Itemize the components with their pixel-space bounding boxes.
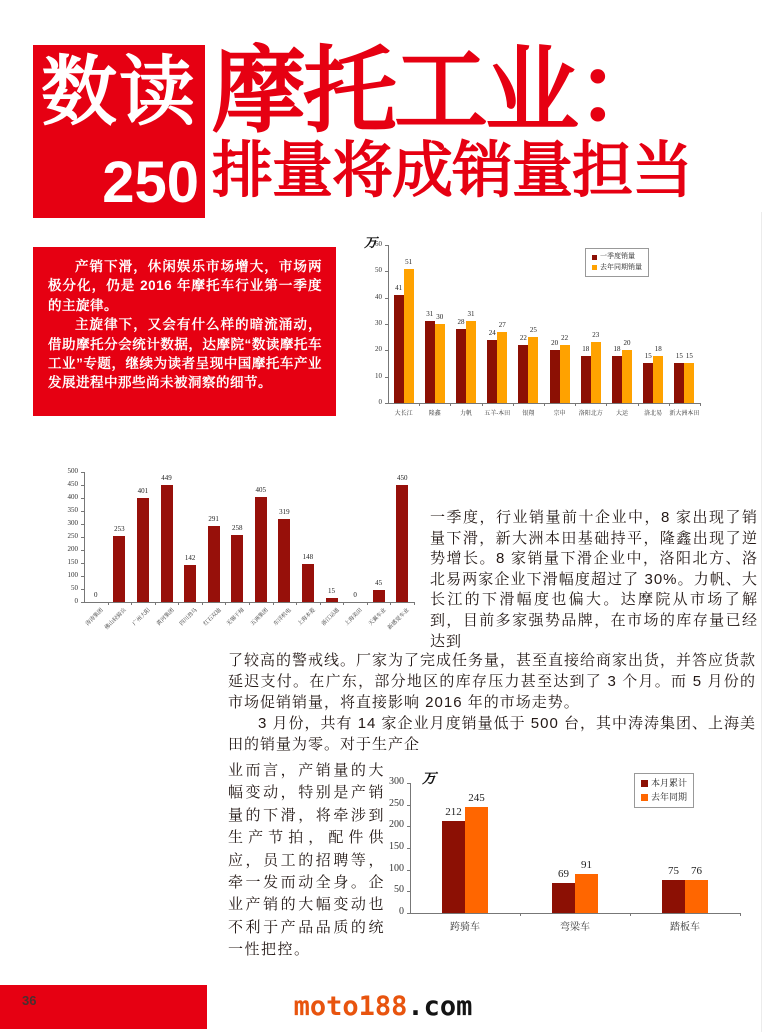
legend-swatch	[592, 255, 597, 260]
bar	[435, 324, 445, 403]
body-paragraph: 了较高的警戒线。厂家为了完成任务量，甚至直接给商家出货，并答应货款延迟支付。在广东，部分地区的库存压力甚至达到了 3 个月。而 5 月份的市场促销销量，将直接影响 2016 年的市场走势。	[228, 652, 757, 711]
bar-value-label: 45	[375, 579, 383, 587]
x-tick	[155, 602, 156, 605]
bar-value-label: 245	[468, 792, 485, 804]
y-axis-label: 150	[389, 841, 404, 852]
y-axis-label: 100	[389, 862, 404, 874]
x-axis-label: 洛北易	[644, 411, 663, 417]
bar	[684, 363, 694, 403]
x-axis-label: 涛涛集团	[84, 607, 105, 628]
bar	[662, 880, 685, 913]
x-tick	[520, 913, 521, 916]
x-tick	[630, 913, 631, 916]
bar	[550, 350, 560, 403]
x-tick	[273, 602, 274, 605]
page-title-line2: 排量将成销量担当	[212, 136, 693, 204]
bar	[643, 363, 653, 403]
y-axis-label: 50	[394, 884, 404, 896]
unit-label: 万	[422, 772, 436, 787]
vehicle-type-sales-chart	[382, 758, 762, 986]
bar-value-label: 27	[498, 321, 506, 329]
legend-label: 去年同期	[651, 791, 688, 802]
bar	[487, 340, 497, 403]
bar-value-label: 91	[581, 859, 592, 871]
x-axis-label: 天翼车业	[367, 607, 388, 628]
legend	[585, 248, 649, 277]
y-tick	[385, 271, 388, 272]
bar-value-label: 31	[426, 310, 434, 318]
x-axis-label: 五羊-本田	[484, 411, 511, 417]
bar-value-label: 291	[208, 515, 219, 523]
y-axis-label: 30	[375, 319, 382, 328]
legend-item	[641, 777, 687, 791]
bar	[465, 807, 488, 913]
x-tick	[606, 403, 607, 406]
bar	[184, 565, 196, 602]
y-axis-label: 0	[74, 597, 78, 606]
unit-label: 万	[364, 235, 378, 250]
y-axis-label: 0	[378, 398, 382, 407]
y-tick	[407, 891, 410, 892]
bar	[575, 874, 598, 913]
x-tick	[740, 913, 741, 916]
x-axis-label: 无锡干翔	[226, 607, 246, 628]
bar-value-label: 319	[279, 508, 290, 516]
y-tick	[407, 848, 410, 849]
x-axis-label: 新感觉车业	[387, 607, 411, 632]
bar-value-label: 449	[161, 474, 172, 482]
x-tick	[225, 602, 226, 605]
x-axis-label: 广州大阳	[131, 607, 152, 628]
bar-value-label: 18	[654, 345, 662, 353]
bar-value-label: 20	[623, 339, 631, 347]
bar-value-label: 450	[396, 474, 408, 482]
y-axis-label: 450	[67, 480, 78, 489]
y-tick	[385, 298, 388, 299]
legend-item	[592, 263, 642, 274]
x-tick	[296, 602, 297, 605]
y-tick	[407, 870, 410, 871]
y-axis-label: 250	[389, 797, 404, 809]
website-url-tld: .com	[407, 991, 473, 1022]
y-axis-label: 300	[67, 519, 78, 528]
x-axis-label: 红石双迪	[202, 607, 223, 628]
bar-value-label: 212	[445, 806, 462, 818]
y-tick	[407, 805, 410, 806]
x-axis-label: 银翔	[522, 411, 535, 417]
x-tick	[414, 602, 415, 605]
y-axis-label: 50	[71, 584, 78, 593]
bar	[302, 564, 314, 602]
x-axis-label: 大运	[615, 411, 628, 417]
legend-swatch	[641, 794, 648, 801]
x-tick	[320, 602, 321, 605]
y-axis-label: 300	[389, 776, 404, 787]
intro-paragraph: 产销下滑，休闲娱乐市场增大，市场两极分化，仍是 2016 年摩托车行业第一季度的主旋律。	[48, 259, 322, 313]
bar-value-label: 24	[488, 329, 496, 337]
page-edge-line	[761, 212, 762, 1032]
bar-value-label: 31	[467, 310, 475, 318]
title-red-badge	[33, 45, 205, 218]
bar-value-label: 142	[184, 554, 196, 562]
legend-label: 本月累计	[651, 778, 688, 788]
y-tick	[407, 826, 410, 827]
legend-item	[641, 791, 687, 805]
y-tick	[81, 602, 84, 603]
y-tick	[385, 324, 388, 325]
y-axis-label: 200	[389, 819, 404, 831]
x-axis-label: 上海美田	[343, 607, 364, 628]
x-axis-label: 东洋机电	[273, 607, 294, 628]
bar-value-label: 401	[137, 487, 149, 495]
legend-item	[592, 252, 642, 263]
y-axis-label: 10	[375, 371, 382, 380]
bar-value-label: 30	[436, 313, 444, 321]
y-tick	[81, 537, 84, 538]
y-tick	[81, 550, 84, 551]
bar-value-label: 15	[644, 352, 652, 360]
bar-value-label: 18	[582, 345, 590, 353]
bar	[685, 880, 708, 913]
bar-value-label: 15	[685, 352, 693, 360]
body-text-left-column: 业而言，产销量的大幅变动，特别是产销量的下滑，将牵涉到生产节拍，配件供应，员工的招聘等，牵一发而动全身。企业产销的大幅变动也不利于产品品质的统一性把控。	[228, 762, 385, 959]
bar-value-label: 22	[561, 334, 569, 342]
bar-value-label: 405	[255, 486, 267, 494]
bar	[528, 337, 538, 403]
y-axis-label: 350	[67, 506, 78, 515]
bar	[137, 498, 149, 602]
y-tick	[81, 485, 84, 486]
x-tick	[108, 602, 109, 605]
y-tick	[81, 511, 84, 512]
intro-paragraph: 主旋律下，又会有什么样的暗流涌动，借助摩托分会统计数据，达摩院“数读摩托车工业”专题，继续为读者呈现中国摩托车产业发展进程中那些尚未被洞察的细节。	[48, 317, 322, 391]
bar-value-label: 253	[114, 525, 125, 533]
bar	[278, 519, 290, 602]
bar-value-label: 20	[551, 339, 559, 347]
legend	[634, 773, 694, 808]
legend-label: 去年同期销量	[600, 263, 642, 271]
x-tick	[178, 602, 179, 605]
bar	[255, 497, 267, 602]
bar	[552, 883, 575, 913]
bar-value-label: 51	[405, 258, 413, 266]
y-axis-label: 60	[375, 240, 382, 249]
page-title-line1: 摩托工业：	[212, 38, 668, 143]
body-paragraph: 3 月份，共有 14 家企业月度销量低于 500 台，其中涛涛集团、上海美田的销量为零。对于生产企	[228, 715, 756, 753]
legend-swatch	[641, 780, 648, 787]
y-axis-label: 50	[375, 266, 382, 275]
bar	[456, 329, 466, 403]
bar	[518, 345, 528, 403]
body-text-full-width	[228, 650, 756, 755]
y-tick	[385, 403, 388, 404]
x-tick	[131, 602, 132, 605]
page-title-badge-top: 数读	[41, 50, 197, 135]
bar	[425, 321, 435, 403]
bar-value-label: 15	[328, 587, 335, 595]
x-axis-label: 黄河集团	[155, 607, 176, 628]
x-tick	[575, 403, 576, 406]
bar	[497, 332, 507, 403]
bar	[442, 821, 465, 913]
bar-value-label: 22	[519, 334, 527, 342]
x-axis-label: 力帆	[459, 411, 472, 417]
bar	[404, 269, 414, 403]
body-text-right-column: 一季度，行业销量前十企业中，8 家出现了销量下滑，新大洲本田基础持平，隆鑫出现了逆势增长。8 家销量下滑企业中，洛阳北方、洛北易两家企业下滑幅度超过了 30%。力帆、大长江的下滑幅度也偏大。达摩院从市场了解到，目前多家强势品牌，在市场的库存量已经达到	[430, 509, 758, 650]
y-axis-label: 0	[399, 906, 404, 917]
x-tick	[700, 403, 701, 406]
intro-sidebar	[33, 247, 336, 416]
legend-swatch	[592, 265, 597, 270]
y-tick	[81, 563, 84, 564]
x-tick	[202, 602, 203, 605]
y-axis-label: 20	[375, 345, 382, 354]
x-axis-label: 弯梁车	[560, 922, 590, 933]
bar-value-label: 25	[529, 326, 537, 334]
y-axis-label: 40	[375, 292, 382, 301]
bar-value-label: 0	[94, 591, 98, 599]
y-tick	[407, 913, 410, 914]
page-title-badge-bottom: 250	[102, 150, 199, 215]
x-axis-label: 跨骑车	[450, 922, 480, 933]
x-axis-label: 大长江	[394, 411, 413, 417]
bar	[581, 356, 591, 403]
bar-value-label: 28	[457, 318, 465, 326]
bar	[591, 342, 601, 403]
bar	[373, 590, 385, 602]
x-axis-label: 四川劲马	[178, 607, 199, 628]
bar	[231, 535, 243, 602]
y-tick	[385, 377, 388, 378]
bar	[113, 536, 125, 602]
x-tick	[390, 602, 391, 605]
y-axis-label: 500	[67, 467, 78, 476]
y-tick	[81, 472, 84, 473]
bar	[466, 321, 476, 403]
y-axis-label: 250	[67, 532, 78, 541]
bar-value-label: 0	[353, 591, 357, 599]
x-axis-label: 新大洲本田	[669, 411, 700, 417]
y-axis-label: 100	[67, 571, 78, 580]
x-tick	[343, 602, 344, 605]
bar	[161, 485, 173, 602]
y-tick	[385, 245, 388, 246]
website-url-name: moto188	[293, 991, 408, 1022]
x-tick	[544, 403, 545, 406]
y-tick	[81, 498, 84, 499]
website-url	[0, 991, 766, 1022]
x-tick	[482, 403, 483, 406]
y-axis-label: 400	[67, 493, 78, 502]
y-axis-label: 200	[67, 545, 78, 554]
y-tick	[407, 783, 410, 784]
x-axis-label: 宗申	[553, 411, 566, 417]
bar-value-label: 69	[558, 868, 569, 880]
x-tick	[367, 602, 368, 605]
bar	[653, 356, 663, 403]
bar	[612, 356, 622, 403]
x-axis-label: 上海本菱	[296, 607, 317, 628]
bar	[208, 526, 220, 602]
quarterly-sales-by-company-chart	[360, 232, 762, 432]
y-tick	[81, 589, 84, 590]
x-tick	[669, 403, 670, 406]
y-tick	[81, 576, 84, 577]
x-axis-label: 浙江运通	[320, 607, 341, 628]
bar	[560, 345, 570, 403]
bar-value-label: 258	[231, 524, 243, 532]
x-tick	[450, 403, 451, 406]
x-axis-label: 洛阳北方	[578, 411, 603, 417]
bar-value-label: 15	[675, 352, 683, 360]
bar	[622, 350, 632, 403]
legend-label: 一季度销量	[600, 253, 635, 260]
bar-value-label: 41	[395, 284, 403, 292]
x-tick	[249, 602, 250, 605]
bar-value-label: 148	[302, 553, 314, 561]
x-axis-label: 五洲集团	[249, 607, 270, 628]
bar	[396, 485, 408, 602]
x-axis-label: 踏板车	[670, 922, 700, 933]
x-axis-label: 佛山轻骑兵	[104, 607, 129, 632]
x-tick	[513, 403, 514, 406]
y-axis-label: 150	[67, 558, 78, 567]
y-tick	[385, 350, 388, 351]
page-number: 36	[22, 993, 37, 1008]
bar-value-label: 23	[592, 331, 600, 339]
bar	[394, 295, 404, 403]
low-volume-companies-chart	[52, 458, 424, 658]
x-axis-label: 隆鑫	[428, 411, 441, 417]
bar-value-label: 18	[613, 345, 621, 353]
bar	[326, 598, 338, 602]
bar-value-label: 75	[668, 865, 679, 877]
bar	[674, 363, 684, 403]
y-tick	[81, 524, 84, 525]
x-tick	[638, 403, 639, 406]
x-tick	[419, 403, 420, 406]
bar-value-label: 76	[691, 865, 702, 877]
